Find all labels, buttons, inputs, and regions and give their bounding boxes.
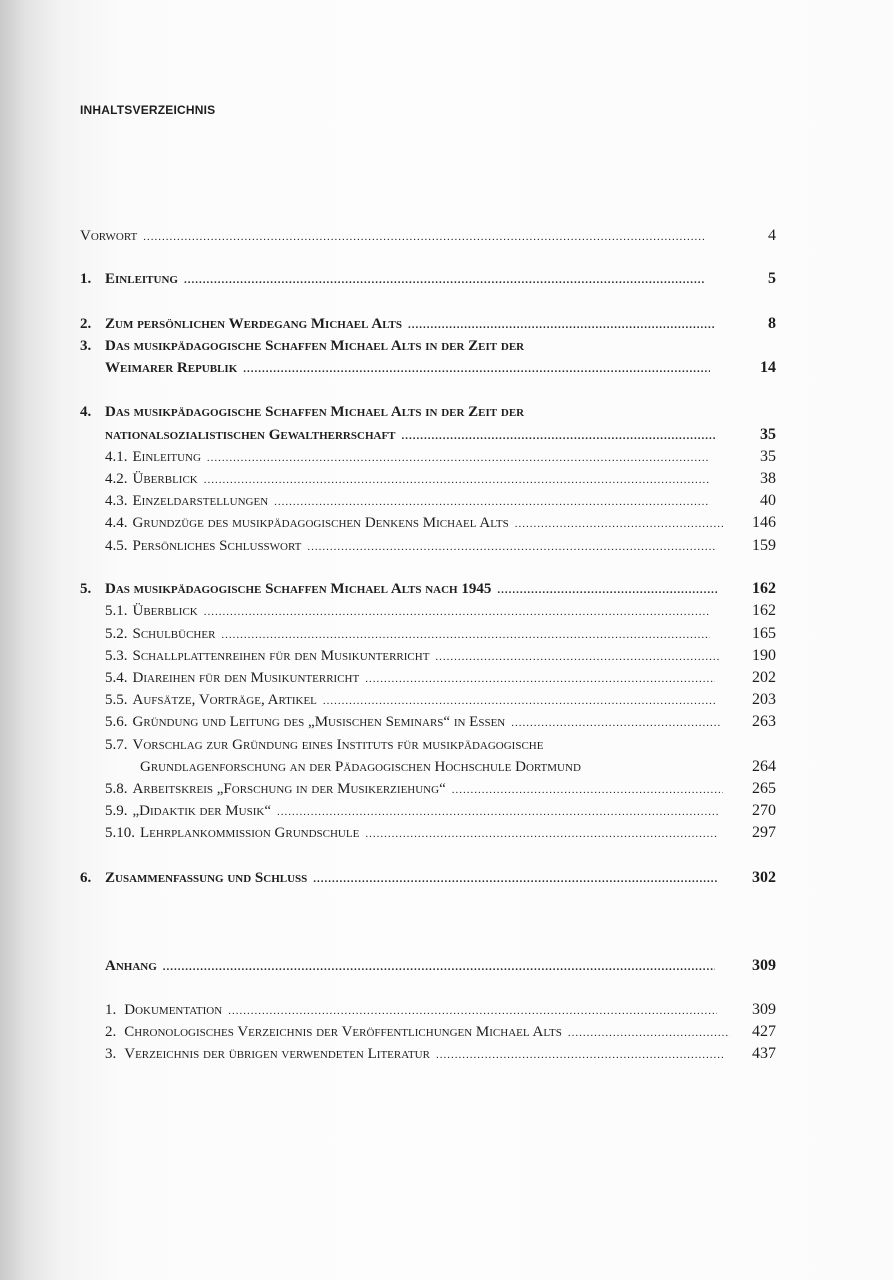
- toc-entry-5-3[interactable]: [0, 645, 893, 667]
- toc-page: 309: [752, 957, 776, 974]
- toc-entry-appendix-3[interactable]: [0, 1043, 893, 1065]
- toc-page: 270: [752, 802, 776, 819]
- toc-number: 4.1.: [105, 449, 128, 465]
- toc-title: Chronologisches Verzeichnis der Veröffentlichungen Michael Alts: [124, 1024, 562, 1040]
- toc-number: 5.3.: [105, 648, 128, 664]
- toc-title: Einzeldarstellungen: [132, 493, 269, 509]
- toc-page: 203: [752, 691, 776, 708]
- toc-entry-5-9[interactable]: [0, 800, 893, 822]
- toc-entry-2[interactable]: [0, 313, 893, 335]
- leader-dots: [515, 513, 725, 535]
- toc-entry-3[interactable]: [0, 335, 893, 357]
- leader-dots: [143, 226, 705, 248]
- toc-page: 190: [752, 647, 776, 664]
- toc-page: 165: [752, 625, 776, 642]
- toc-title: Dokumentation: [124, 1002, 223, 1018]
- toc-number: 5.4.: [105, 670, 128, 686]
- toc-page: 302: [752, 869, 776, 886]
- leader-dots: [204, 469, 710, 491]
- toc-entry-4-5[interactable]: [0, 535, 893, 557]
- toc-number: 4.: [80, 404, 92, 420]
- toc-entry-5-1[interactable]: [0, 600, 893, 622]
- toc-title-line2: nationalsozialistischen Gewaltherrschaft: [105, 427, 396, 443]
- toc-number: 1.: [105, 1002, 117, 1018]
- toc-entry-1[interactable]: [0, 268, 893, 290]
- toc-page: 263: [752, 713, 776, 730]
- toc-page: 264: [752, 758, 776, 775]
- leader-dots: [402, 425, 716, 447]
- toc-title: Das musikpädagogische Schaffen Michael Alts in der Zeit der: [105, 338, 525, 354]
- leader-dots: [277, 801, 720, 823]
- leader-dots: [228, 1000, 717, 1022]
- toc-entry-6[interactable]: [0, 867, 893, 889]
- leader-dots: [568, 1022, 730, 1044]
- toc-page: 265: [752, 780, 776, 797]
- toc-number: 4.2.: [105, 471, 128, 487]
- leader-dots: [163, 956, 715, 978]
- leader-dots: [313, 868, 717, 890]
- toc-number: 5.8.: [105, 781, 128, 797]
- toc-page: 162: [752, 580, 776, 597]
- toc-title: „Didaktik der Musik“: [132, 803, 271, 819]
- toc-page: 35: [760, 426, 776, 443]
- leader-dots: [497, 579, 717, 601]
- leader-dots: [323, 690, 715, 712]
- leader-dots: [365, 668, 715, 690]
- toc-page: 162: [752, 602, 776, 619]
- leader-dots: [452, 779, 723, 801]
- leader-dots: [436, 1044, 725, 1066]
- page-heading: [80, 103, 215, 117]
- toc-page: 38: [760, 470, 776, 487]
- toc-entry-5-8[interactable]: [0, 778, 893, 800]
- toc-title: Aufsätze, Vorträge, Artikel: [132, 692, 317, 708]
- leader-dots: [365, 823, 717, 845]
- toc-title: Persönliches Schlusswort: [132, 538, 302, 554]
- toc-title: Das musikpädagogische Schaffen Michael Alts nach 1945: [105, 581, 492, 597]
- toc-page: 297: [752, 824, 776, 841]
- toc-number: 5.7.: [105, 737, 128, 753]
- toc-title: Überblick: [132, 471, 198, 487]
- toc-title: Lehrplankommission Grundschule: [140, 825, 360, 841]
- leader-dots: [243, 358, 710, 380]
- toc-title: Anhang: [105, 958, 157, 974]
- toc-entry-anhang[interactable]: [0, 955, 893, 977]
- toc-entry-5-10[interactable]: [0, 822, 893, 844]
- toc-number: 1.: [80, 271, 92, 287]
- toc-title: Einleitung: [132, 449, 201, 465]
- toc-number: 4.5.: [105, 538, 128, 554]
- toc-title: Grundzüge des musikpädagogischen Denkens Michael Alts: [132, 515, 509, 531]
- toc-title-line2: Grundlagenforschung an der Pädagogischen Hochschule Dortmund: [140, 759, 581, 775]
- leader-dots: [435, 646, 720, 668]
- toc-page: 309: [752, 1001, 776, 1018]
- toc-entry-vorwort[interactable]: [0, 225, 893, 247]
- leader-dots: [274, 491, 710, 513]
- leader-dots: [307, 536, 717, 558]
- toc-number: 6.: [80, 870, 92, 886]
- toc-page: 8: [768, 315, 776, 332]
- toc-page: 4: [768, 227, 776, 244]
- toc-number: 5.: [80, 581, 92, 597]
- toc-page: 202: [752, 669, 776, 686]
- toc-title: Schulbücher: [132, 626, 216, 642]
- toc-title: Diareihen für den Musikunterricht: [132, 670, 360, 686]
- toc-number: 3.: [80, 338, 92, 354]
- toc-page: 437: [752, 1045, 776, 1062]
- toc-entry-5[interactable]: [0, 578, 893, 600]
- toc-page: 427: [752, 1023, 776, 1040]
- toc-title: Überblick: [132, 603, 198, 619]
- toc-number: 5.6.: [105, 714, 128, 730]
- toc-entry-4-2[interactable]: [0, 468, 893, 490]
- toc-number: 5.9.: [105, 803, 128, 819]
- toc-title: Zusammenfassung und Schluss: [105, 870, 308, 886]
- toc-entry-5-7[interactable]: [0, 734, 893, 756]
- toc-entry-appendix-1[interactable]: [0, 999, 893, 1021]
- toc-title: Einleitung: [105, 271, 178, 287]
- toc-number: 2.: [80, 316, 92, 332]
- leader-dots: [184, 269, 705, 291]
- toc-entry-3-cont[interactable]: [0, 357, 893, 379]
- toc-number: 5.2.: [105, 626, 128, 642]
- toc-entry-4-3[interactable]: [0, 490, 893, 512]
- toc-title: Vorschlag zur Gründung eines Instituts für musikpädagogische: [132, 737, 544, 753]
- toc-entry-5-5[interactable]: [0, 689, 893, 711]
- toc-title: Zum persönlichen Werdegang Michael Alts: [105, 316, 402, 332]
- toc-title: Schallplattenreihen für den Musikunterricht: [132, 648, 430, 664]
- toc-entry-5-7-cont[interactable]: [0, 756, 893, 778]
- toc-entry-4-1[interactable]: [0, 446, 893, 468]
- toc-number: 4.4.: [105, 515, 128, 531]
- toc-number: 5.5.: [105, 692, 128, 708]
- page-heading-text: INHALTSVERZEICHNIS: [80, 103, 216, 117]
- toc-number: 3.: [105, 1046, 117, 1062]
- toc-page: 14: [760, 359, 776, 376]
- toc-entry-4-cont[interactable]: [0, 424, 893, 446]
- toc-page: 159: [752, 537, 776, 554]
- toc-entry-5-6[interactable]: [0, 711, 893, 733]
- toc-entry-5-2[interactable]: [0, 623, 893, 645]
- toc-title: Verzeichnis der übrigen verwendeten Literatur: [124, 1046, 430, 1062]
- toc-number: 5.1.: [105, 603, 128, 619]
- toc-number: 4.3.: [105, 493, 128, 509]
- toc-title: Das musikpädagogische Schaffen Michael Alts in der Zeit der: [105, 404, 525, 420]
- toc-entry-4-4[interactable]: [0, 512, 893, 534]
- leader-dots: [408, 314, 715, 336]
- toc-page: 5: [768, 270, 776, 287]
- toc-title: Vorwort: [80, 228, 138, 244]
- toc-page: 40: [760, 492, 776, 509]
- toc-entry-4[interactable]: [0, 401, 893, 423]
- toc-title: Gründung und Leitung des „Musischen Seminars“ in Essen: [132, 714, 506, 730]
- toc-page: 146: [752, 514, 776, 531]
- toc-entry-appendix-2[interactable]: [0, 1021, 893, 1043]
- leader-dots: [511, 712, 720, 734]
- leader-dots: [221, 624, 710, 646]
- toc-page: 35: [760, 448, 776, 465]
- leader-dots: [207, 447, 710, 469]
- toc-number: 2.: [105, 1024, 117, 1040]
- leader-dots: [204, 601, 710, 623]
- toc-title-line2: Weimarer Republik: [105, 360, 238, 376]
- toc-entry-5-4[interactable]: [0, 667, 893, 689]
- toc-number: 5.10.: [105, 825, 135, 841]
- toc-title: Arbeitskreis „Forschung in der Musikerziehung“: [132, 781, 446, 797]
